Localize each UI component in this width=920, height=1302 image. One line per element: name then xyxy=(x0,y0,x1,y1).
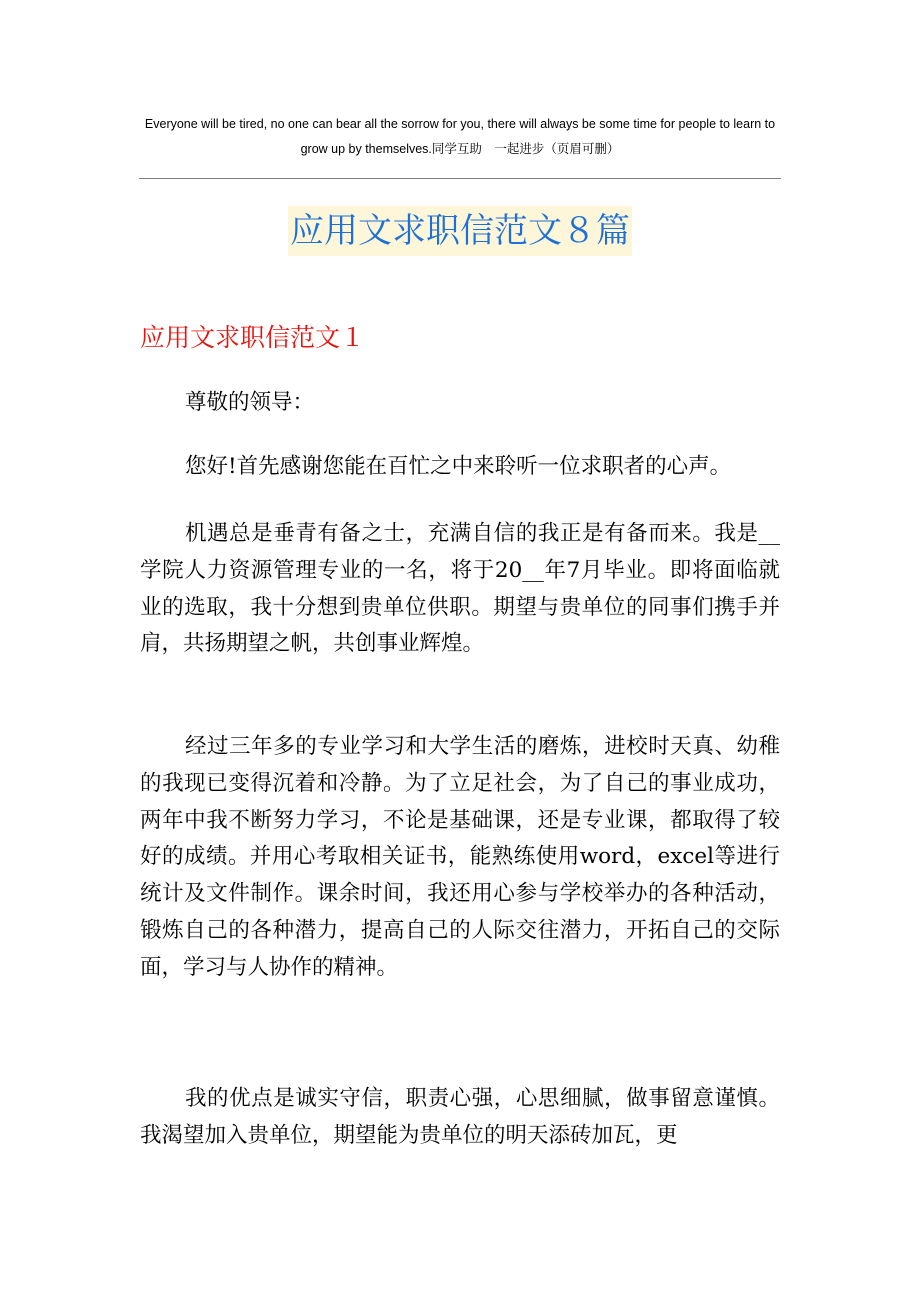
paragraph: 机遇总是垂青有备之士，充满自信的我正是有备而来。我是__学院人力资源管理专业的一名，将于20__年7月毕业。即将面临就业的选取，我十分想到贵单位供职。期望与贵单位的同事们携手并肩，共扬期望之帆，共创事业辉煌。 xyxy=(140,521,780,657)
section-heading: 应用文求职信范文１ xyxy=(140,323,366,352)
salutation: 尊敬的领导： xyxy=(185,390,315,415)
paragraph: 我的优点是诚实守信，职责心强，心思细腻，做事留意谨慎。我渴望加入贵单位，期望能为贵单位的明天添砖加瓦，更 xyxy=(140,1086,780,1148)
title-container xyxy=(0,206,920,256)
header-divider xyxy=(139,178,781,179)
paragraph: 您好!首先感谢您能在百忙之中来聆听一位求职者的心声。 xyxy=(185,454,732,479)
paragraph: 经过三年多的专业学习和大学生活的磨炼，进校时天真、幼稚的我现已变得沉着和冷静。为了立足社会，为了自己的事业成功，两年中我不断努力学习，不论是基础课，还是专业课，都取得了较好的成绩。并用心考取相关证书，能熟练使用word，excel等进行统计及文件制作。课余时间，我还用心参与学校举办的各种活动，锻炼自己的各种潜力，提高自己的人际交往潜力，开拓自己的交际面，学习与人协作的精神。 xyxy=(140,734,780,980)
page-header-text: Everyone will be tired, no one can bear all the sorrow for you, there will always be some time for people to learn to grow up by themselves.同学互助 一起进步（页眉可删） xyxy=(144,117,776,156)
document-title: 应用文求职信范文８篇 xyxy=(288,206,632,256)
